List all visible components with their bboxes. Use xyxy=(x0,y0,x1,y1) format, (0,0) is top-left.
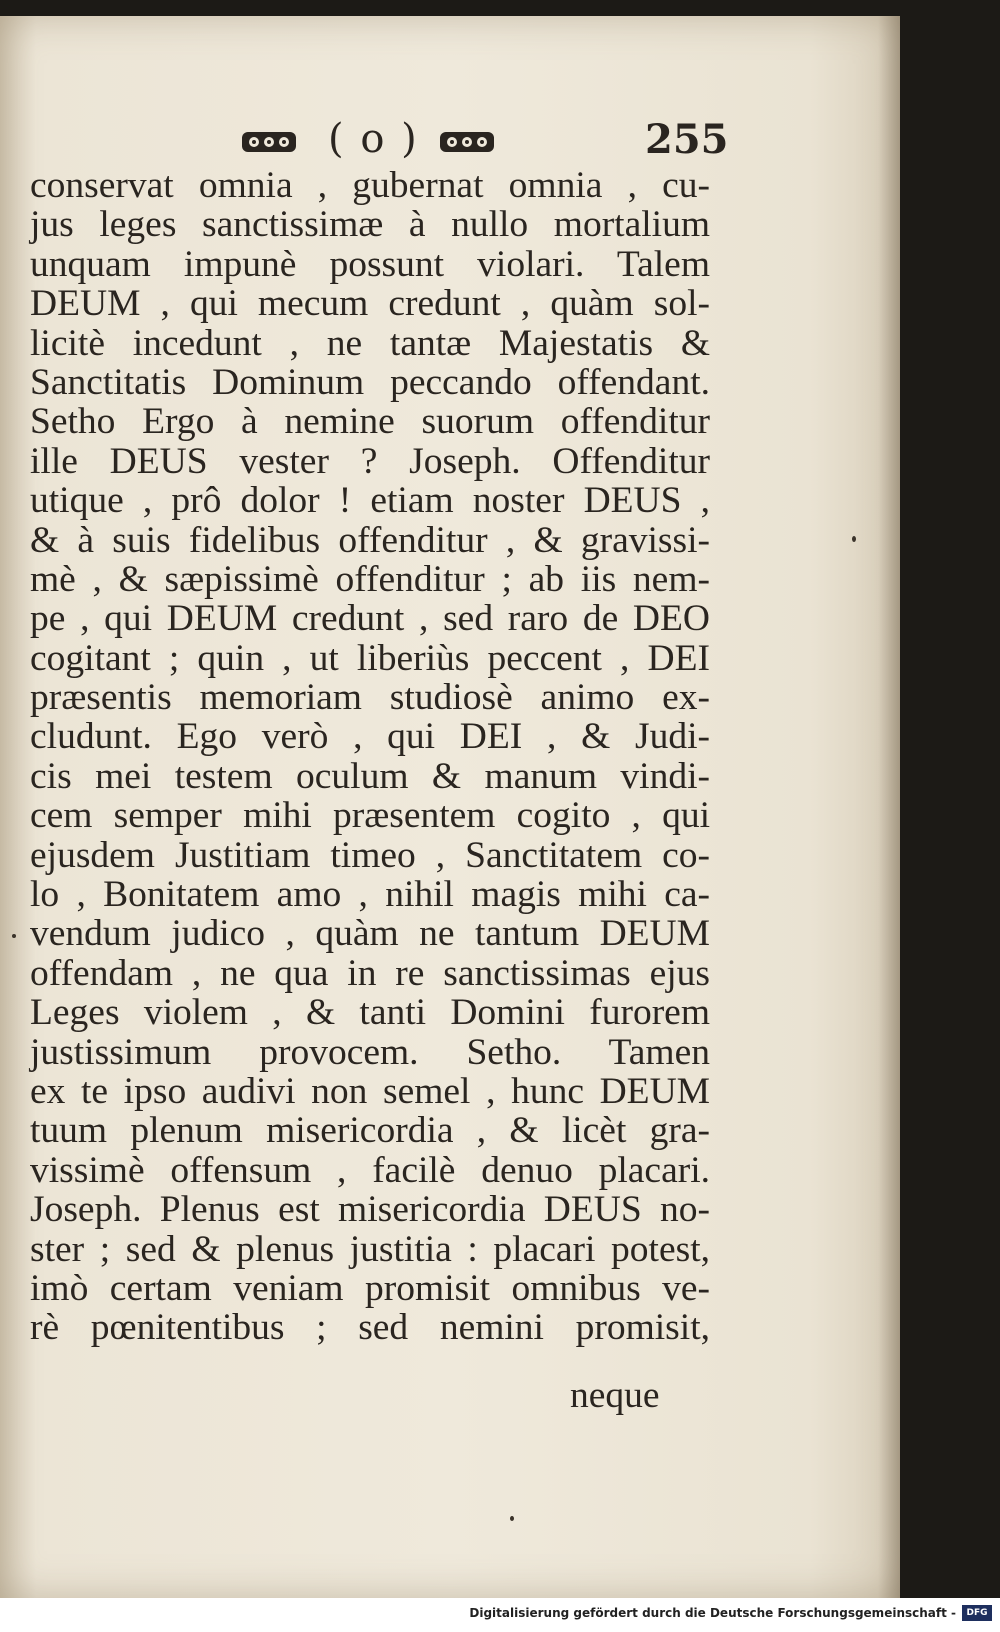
text-line: vendum judico , quàm ne tantum DEUM xyxy=(30,913,710,955)
text-line: cis mei testem oculum & manum vindi- xyxy=(30,755,710,797)
text-line: licitè incedunt , ne tantæ Majestatis & xyxy=(30,322,710,364)
text-line: rè pœnitentibus ; sed nemini promisit, xyxy=(30,1307,710,1349)
text-line: ille DEUS vester ? Joseph. Offenditur xyxy=(30,440,710,482)
ink-speck xyxy=(12,934,16,938)
running-head-mark: ( o ) xyxy=(328,116,419,162)
text-line: conservat omnia , gubernat omnia , cu- xyxy=(30,165,710,206)
text-line: pe , qui DEUM credunt , sed raro de DEO xyxy=(30,598,710,640)
text-line: DEUM , qui mecum credunt , quàm sol- xyxy=(30,283,710,325)
catchword: neque xyxy=(570,1375,660,1416)
text-line: præsentis memoriam studiosè animo ex- xyxy=(30,677,710,719)
book-page xyxy=(0,16,900,1598)
spine-shadow xyxy=(878,16,900,1598)
text-line: ex te ipso audivi non semel , hunc DEUM xyxy=(30,1070,710,1112)
text-line: utique , prô dolor ! etiam noster DEUS , xyxy=(30,480,710,522)
text-line: & à suis fidelibus offenditur , & gravissi- xyxy=(30,519,710,561)
text-line: cem semper mihi præsentem cogito , qui xyxy=(30,795,710,837)
ink-speck xyxy=(510,1516,514,1521)
text-line: vissimè offensum , facilè denuo placari. xyxy=(30,1149,710,1191)
right-ornament-icon xyxy=(438,122,496,154)
text-line: Leges violem , & tanti Domini furorem xyxy=(30,992,710,1034)
text-line: unquam impunè possunt violari. Talem xyxy=(30,243,710,285)
digitization-footer xyxy=(0,1598,1000,1632)
text-line: Joseph. Plenus est misericordia DEUS no- xyxy=(30,1189,710,1231)
text-line: imò certam veniam promisit omnibus ve- xyxy=(30,1267,710,1309)
dfg-logo: DFG xyxy=(962,1605,992,1621)
text-line: tuum plenum misericordia , & licèt gra- xyxy=(30,1110,710,1152)
text-line: ster ; sed & plenus justitia : placari potest, xyxy=(30,1228,710,1270)
left-ornament-icon xyxy=(240,122,298,154)
page-number: 255 xyxy=(645,116,729,163)
text-line: cogitant ; quin , ut liberiùs peccent , DEI xyxy=(30,637,710,679)
text-line: justissimum provocem. Setho. Tamen xyxy=(30,1031,710,1073)
text-line: offendam , ne qua in re sanctissimas ejus xyxy=(30,952,710,994)
text-line: cludunt. Ego verò , qui DEI , & Judi- xyxy=(30,716,710,758)
text-line: jus leges sanctissimæ à nullo mortalium xyxy=(30,204,710,246)
ink-speck xyxy=(852,536,856,542)
text-line: mè , & sæpissimè offenditur ; ab iis nem- xyxy=(30,558,710,600)
text-line: lo , Bonitatem amo , nihil magis mihi ca- xyxy=(30,874,710,916)
text-line: ejusdem Justitiam timeo , Sanctitatem co- xyxy=(30,834,710,876)
text-line: Sanctitatis Dominum peccando offendant. xyxy=(30,361,710,403)
funding-credit: Digitalisierung gefördert durch die Deutsche Forschungsgemeinschaft - xyxy=(469,1606,956,1620)
text-line: Setho Ergo à nemine suorum offenditur xyxy=(30,401,710,443)
running-head xyxy=(240,116,729,166)
body-text xyxy=(30,166,710,1348)
